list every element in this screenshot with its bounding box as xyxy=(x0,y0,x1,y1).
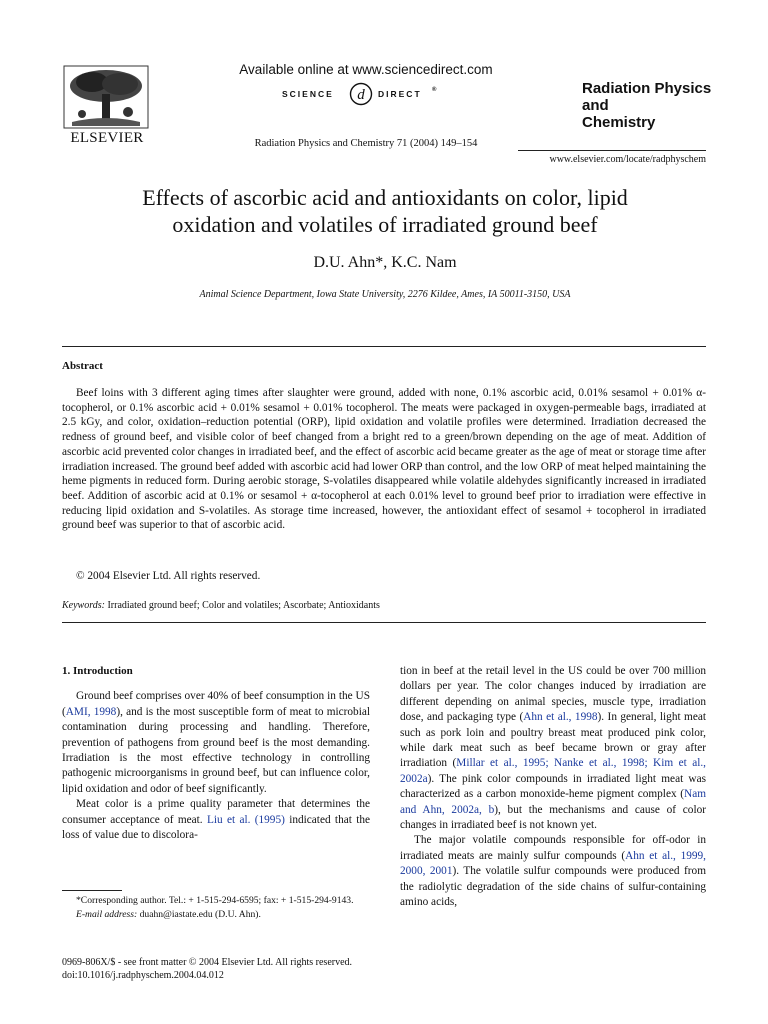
abstract-heading: Abstract xyxy=(62,360,103,372)
reference-link[interactable]: Liu et al. (1995) xyxy=(206,813,285,826)
affiliation: Animal Science Department, Iowa State University, 2276 Kildee, Ames, IA 50011-3150, USA xyxy=(199,289,571,300)
journal-name xyxy=(582,80,722,131)
paragraph xyxy=(400,664,706,833)
text-span: ), but the mechanisms and cause of color changes in irradiated beef is not known yet. xyxy=(400,803,706,832)
reference-link[interactable]: Ahn et al., 1998 xyxy=(523,711,598,724)
text-span: ), and is the most susceptible form of meat to microbial contamination during processing and handling. Therefore, prevention of pathogens from ground beef is the most demanding. Irradiation is the most effective technology in controlling pathogenic microorganisms in ground beef, but can influence color, lipid oxidation and odor of beef significantly. xyxy=(62,705,370,795)
sciencedirect-logo[interactable] xyxy=(282,82,442,108)
keywords xyxy=(62,600,706,611)
reference-link[interactable]: Ahn et al., 1999, 2000, 2001 xyxy=(400,849,706,878)
text-span: indicated that the loss of value due to discolora- xyxy=(62,813,370,842)
authors: D.U. Ahn*, K.C. Nam xyxy=(313,254,457,271)
issn-block xyxy=(62,956,352,982)
text-span: Meat color is a prime quality parameter that determines the consumer acceptance of meat. xyxy=(62,798,370,826)
issn-line: 0969-806X/$ - see front matter © 2004 Elsevier Ltd. All rights reserved. xyxy=(62,957,353,968)
journal-url-link[interactable]: www.elsevier.com/locate/radphyschem xyxy=(549,154,706,165)
abstract-bottom-rule xyxy=(62,622,706,623)
reference-link[interactable]: Millar et al., 1995; Nanke et al., 1998; Kim et al., 2002a xyxy=(400,757,707,785)
paragraph xyxy=(62,689,370,797)
text-span: Ground beef comprises over 40% of beef consumption in the US ( xyxy=(62,690,370,718)
left-column xyxy=(62,664,370,843)
email-address[interactable]: duahn@iastate.edu (D.U. Ahn). xyxy=(139,909,261,920)
reference-link[interactable]: AMI, 1998 xyxy=(65,705,117,718)
footnote xyxy=(62,894,370,922)
abstract-top-rule xyxy=(62,346,706,347)
text-span: The major volatile compounds responsible for off-odor in irradiated meats are mainly sulfur compounds ( xyxy=(400,834,706,862)
doi-line[interactable]: doi:10.1016/j.radphyschem.2004.04.012 xyxy=(62,970,224,981)
corresponding-author-note: *Corresponding author. Tel.: + 1-515-294-6595; fax: + 1-515-294-9143. xyxy=(76,895,354,906)
abstract-body: Beef loins with 3 different aging times after slaughter were ground, added with none, 0.1% ascorbic acid, 0.01% sesamol + 0.01% α-tocopherol, or 0.1% ascorbic acid + 0.01% sesamol + 0.01% tocopherol. The meats were packaged in oxygen-permeable bags, irradiated at 2.5 kGy, and color, oxidation–reduction potential (ORP), lipid oxidation and volatile profiles were determined. Irradiation decreased the redness of ground beef, and visible color of beef changed from a bright red to a green/brown depending on the age of meat. Addition of ascorbic acid prevented color changes in irradiated beef, and the effect of ascorbic acid became greater as the age of meat or storage time after irradiation increased. The ground beef added with ascorbic acid had lower ORP than control, and the low ORP of meat helped maintaining the heme pigments in reduced form. During aerobic storage, S-volatiles disappeared while volatile aldehydes significantly increased in irradiated beef. Addition of ascorbic acid at 0.1% or sesamol + α-tocopherol at each 0.01% level to ground beef prior to irradiation were effective in reducing lipid oxidation and S-volatiles. As storage time increased, however, the antioxidant effect of sesamol + tocopherol in irradiated ground beef was superior to that of ascorbic acid. xyxy=(62,387,706,532)
citation-line: Radiation Physics and Chemistry 71 (2004) 149–154 xyxy=(254,138,478,149)
journal-name-line: and xyxy=(582,97,609,114)
text-span: ). The volatile sulfur compounds were produced from the radiolytic degradation of the side chains of sulfur-containing amino acids, xyxy=(400,865,706,909)
available-online-text[interactable]: Available online at www.sciencedirect.com xyxy=(239,62,493,77)
copyright-line: © 2004 Elsevier Ltd. All rights reserved. xyxy=(76,570,261,582)
paragraph xyxy=(400,833,706,910)
journal-name-line: Chemistry xyxy=(582,114,656,131)
email-note xyxy=(62,908,370,922)
svg-text:d: d xyxy=(357,87,365,103)
right-column xyxy=(400,664,706,911)
keywords-list: Irradiated ground beef; Color and volatiles; Ascorbate; Antioxidants xyxy=(107,600,380,611)
reference-link[interactable]: Nam and Ahn, 2002a, b xyxy=(400,788,706,816)
journal-name-line: Radiation Physics xyxy=(582,80,712,97)
sd-right-word: DIRECT xyxy=(378,89,422,99)
section-heading: 1. Introduction xyxy=(62,665,133,677)
title-line: Effects of ascorbic acid and antioxidants on color, lipid xyxy=(142,185,628,210)
publisher-name: ELSEVIER xyxy=(70,130,144,146)
title-line: oxidation and volatiles of irradiated ground beef xyxy=(172,212,598,237)
sd-left-word: SCIENCE xyxy=(282,89,334,99)
text-span: tion in beef at the retail level in the US could be over 700 million dollars per year. The color changes induced by irradiation are different depending on animal species, muscle type, irradiation dose, and packaging type ( xyxy=(400,665,706,724)
text-span: ). In general, light meat such as pork loin and poultry breast meat produced pink color, while dark meat such as beef became brown or gray after irradiation ( xyxy=(400,711,706,770)
sciencedirect-at-icon xyxy=(348,82,374,106)
keywords-label: Keywords: xyxy=(62,600,105,611)
email-label: E-mail address: xyxy=(76,909,138,920)
article-title xyxy=(64,184,706,238)
header-divider xyxy=(518,150,706,151)
paragraph xyxy=(62,797,370,843)
registered-mark: ® xyxy=(432,87,439,93)
footnote-rule xyxy=(62,890,122,891)
text-span: ). The pink color compounds in irradiated light meat was characterized as a carbon monoxide-heme pigment complex ( xyxy=(400,772,706,801)
